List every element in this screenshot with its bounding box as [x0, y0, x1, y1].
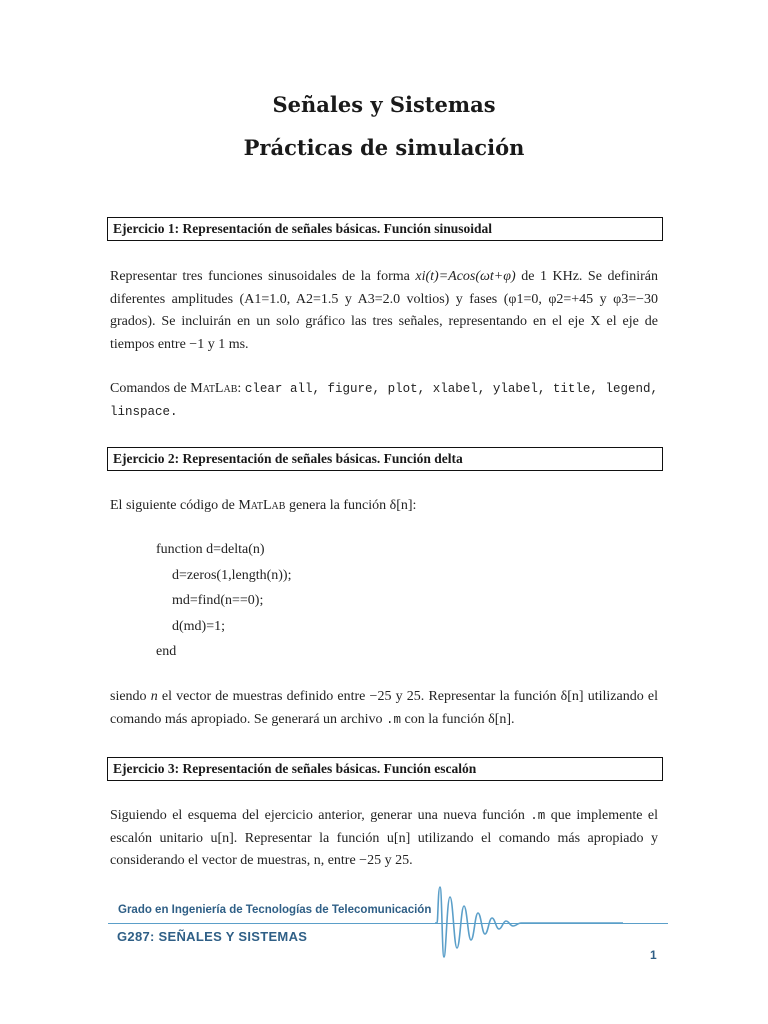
- code-line: d(md)=1;: [172, 618, 225, 634]
- matlab-name: MatLab: [190, 381, 238, 396]
- code-line: md=find(n==0);: [172, 593, 264, 608]
- page-number: 1: [650, 948, 657, 962]
- file-extension: .m: [386, 712, 402, 727]
- damped-wave-logo-icon: [425, 882, 625, 962]
- desc-text-b: que implemente el escalón unitario u[n]. Representar la función u[n] utilizando el comando más apropiado y considerando el vector de muestras, n, entre −25 y 25.: [110, 808, 658, 868]
- exercise-2-heading: Ejercicio 2: Representación de señales básicas. Función delta: [107, 447, 663, 471]
- intro-text-a: El siguiente código de: [110, 498, 239, 513]
- desc-text-a: siendo: [110, 689, 151, 704]
- intro-text-b: genera la función δ[n]:: [285, 498, 417, 513]
- matlab-name: MatLab: [238, 498, 286, 513]
- exercise-3-description: [110, 805, 658, 873]
- exercise-1-description: [110, 266, 658, 356]
- delta-code-block: [156, 537, 291, 665]
- exercise-1-text-b: de 1 KHz. Se definirán diferentes amplitudes (A1=1.0, A2=1.5 y A3=2.0 voltios) y fases (φ1=0, φ2=+45 y φ3=−30 grados). Se incluirán en un solo gráfico las tres señales, representando en el eje X el eje de tiempos entre −1 y 1 ms.: [110, 269, 658, 352]
- commands-colon: :: [237, 381, 242, 396]
- sinusoid-formula: xi(t)=Acos(ωt+φ): [415, 269, 516, 284]
- footer-degree: Grado en Ingeniería de Tecnologías de Telecomunicación: [118, 904, 432, 916]
- document-subtitle: Prácticas de simulación: [243, 135, 525, 160]
- desc-text-b: el vector de muestras definido entre −25 y 25. Representar la función δ[n] utilizando el comando más apropiado. Se generará un archivo: [110, 689, 658, 727]
- var-n: n: [150, 689, 158, 704]
- code-line: end: [156, 644, 177, 659]
- exercise-1-heading: Ejercicio 1: Representación de señales básicas. Función sinusoidal: [107, 217, 663, 241]
- desc-text-c: con la función δ[n].: [401, 711, 515, 727]
- exercise-1-commands: [110, 378, 658, 423]
- footer-course: G287: SEÑALES Y SISTEMAS: [117, 929, 308, 944]
- file-extension: .m: [530, 809, 546, 823]
- desc-text-a: Siguiendo el esquema del ejercicio anterior, generar una nueva función: [110, 808, 531, 823]
- exercise-2-intro: [110, 495, 658, 518]
- code-line: d=zeros(1,length(n));: [172, 567, 292, 583]
- commands-prefix: Comandos de: [110, 381, 191, 396]
- exercise-3-heading: Ejercicio 3: Representación de señales básicas. Función escalón: [107, 757, 663, 781]
- exercise-2-description: [110, 686, 658, 731]
- code-line: function d=delta(n): [156, 542, 265, 557]
- exercise-1-text-a: Representar tres funciones sinusoidales de la forma: [110, 269, 416, 284]
- commands-list: clear all, figure, plot, xlabel, ylabel, title, legend, linspace.: [110, 382, 658, 419]
- document-title: Señales y Sistemas: [272, 92, 496, 117]
